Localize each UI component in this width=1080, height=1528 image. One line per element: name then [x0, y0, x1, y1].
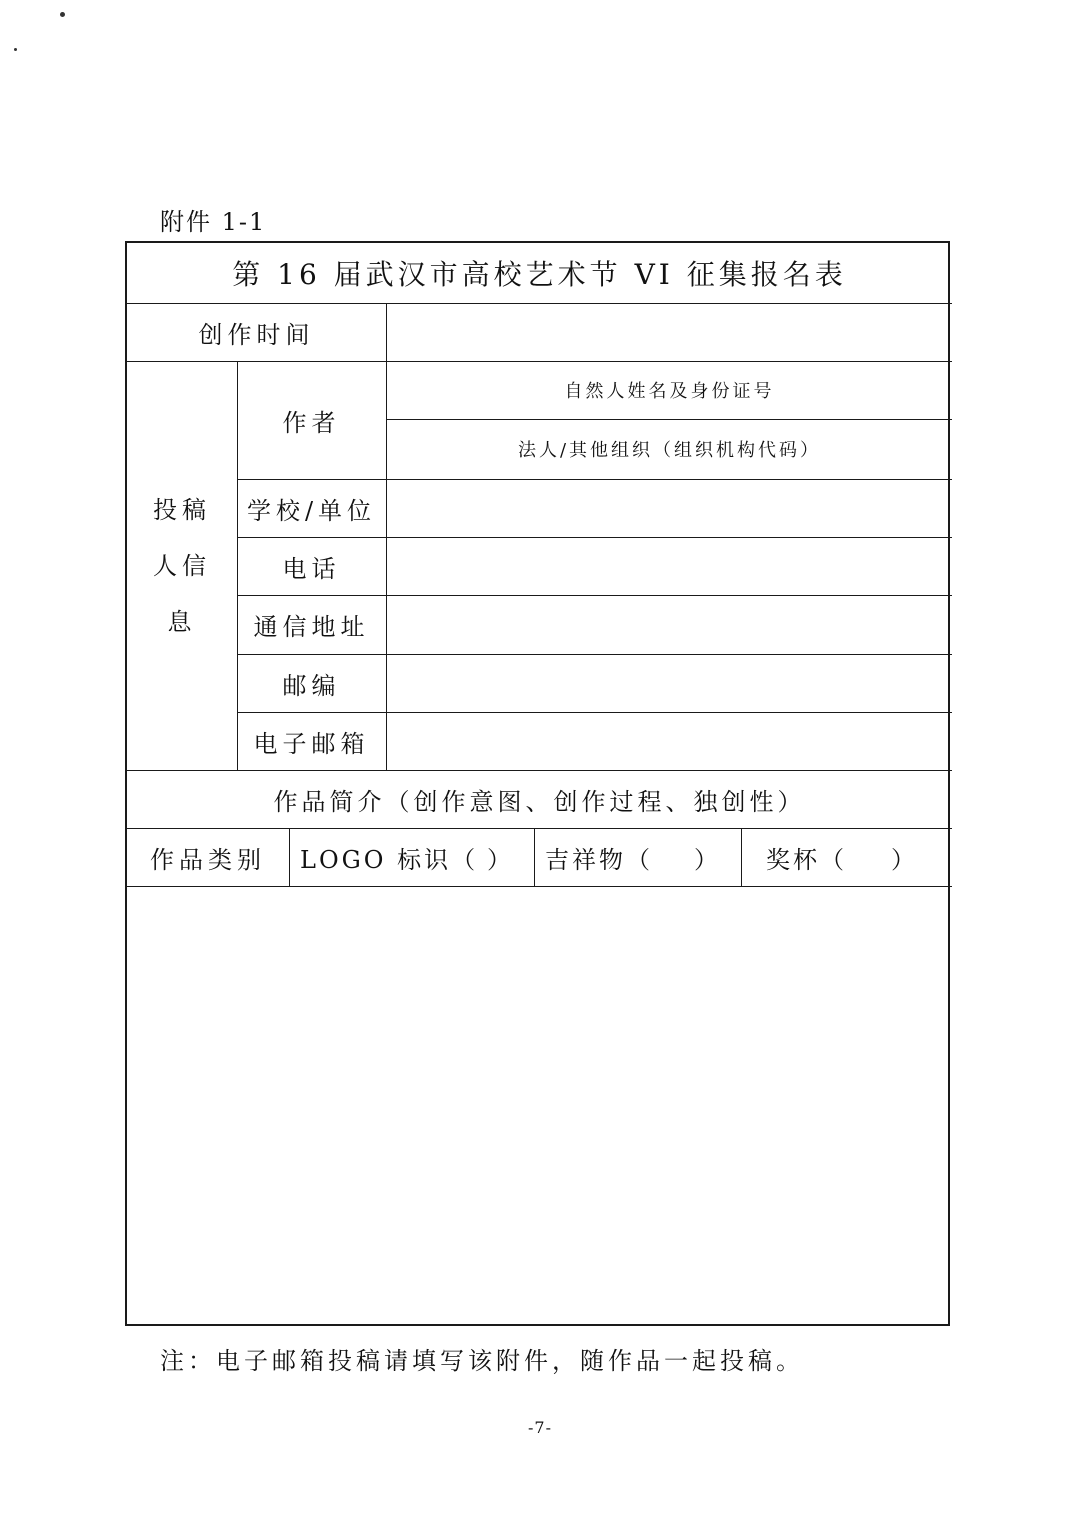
footnote: 注：电子邮箱投稿请填写该附件，随作品一起投稿。 — [160, 1347, 804, 1375]
work-intro-label: 作品简介（创作意图、创作过程、独创性） — [273, 787, 806, 816]
email-field[interactable] — [387, 712, 952, 770]
school-label: 学校/单位 — [246, 496, 377, 525]
email-label: 电子邮箱 — [253, 729, 370, 758]
attachment-label: 附件 1-1 — [160, 208, 267, 236]
work-intro-field[interactable] — [127, 887, 952, 1324]
postcode-label: 邮编 — [282, 671, 341, 700]
category-trophy-option[interactable] — [742, 828, 952, 886]
category-logo-close: ） — [487, 845, 514, 874]
phone-label: 电话 — [282, 554, 341, 583]
phone-field[interactable] — [387, 537, 952, 595]
author-label: 作者 — [282, 408, 341, 437]
creation-time-field[interactable] — [387, 303, 952, 361]
category-trophy-close: ） — [891, 845, 918, 874]
category-mascot-option[interactable] — [535, 828, 741, 886]
school-field[interactable] — [387, 479, 952, 537]
form-title: 第 16 届武汉市高校艺术节 VI 征集报名表 — [232, 258, 847, 291]
address-label: 通信地址 — [253, 613, 370, 641]
category-mascot-close: ） — [694, 845, 721, 874]
natural-person-field[interactable]: 自然人姓名及身份证号 — [564, 381, 775, 402]
scan-speck — [14, 48, 17, 51]
postcode-field[interactable] — [387, 654, 952, 712]
category-mascot-text: 吉祥物（ — [545, 845, 653, 874]
category-trophy-text: 奖杯（ — [766, 845, 847, 874]
address-field[interactable] — [387, 595, 952, 654]
scan-speck — [60, 12, 65, 17]
legal-person-field[interactable]: 法人/其他组织（组织机构代码） — [517, 440, 822, 461]
creation-time-label: 创作时间 — [198, 320, 315, 349]
page-number: -7- — [528, 1418, 552, 1437]
registration-form — [125, 241, 950, 1326]
category-logo-option[interactable] — [290, 828, 534, 886]
category-label: 作品类别 — [150, 845, 266, 874]
submitter-info-label: 投稿人信息 — [153, 495, 211, 636]
category-logo-text: LOGO 标识（ — [300, 845, 479, 874]
